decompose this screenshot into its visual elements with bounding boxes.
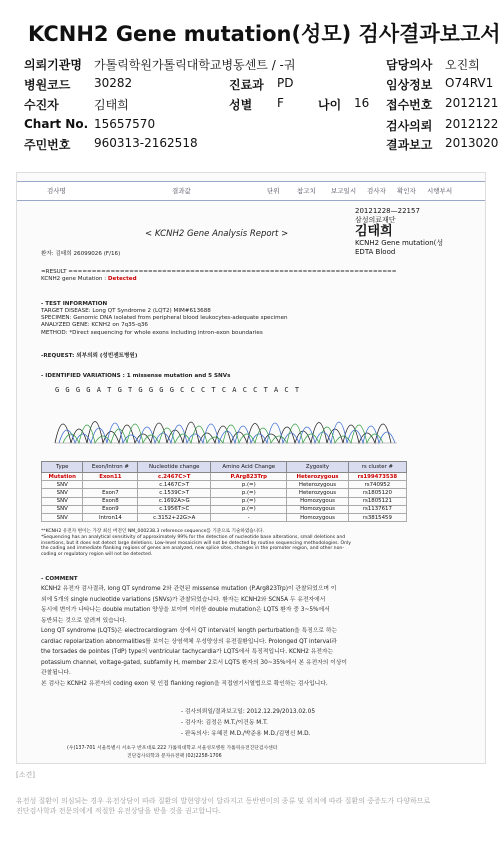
comment-line: KCNH2 유전자 검사결과, long QT syndrome 2와 관련된 missense mutation (P.Arg823Trp)이 관찰되었으며 이 <box>41 586 337 592</box>
footnote <box>0 770 484 816</box>
stamp-id: 20121228—22157 <box>355 207 420 215</box>
table-row <box>42 513 407 521</box>
cell: rs1137617 <box>348 505 406 513</box>
value-institution: 가톨릭학원가톨릭대학교병동센트 / -궈 <box>94 58 296 72</box>
chromatogram <box>55 395 397 445</box>
specimen-stamp <box>355 207 443 256</box>
th-nucleotide: Nucleotide change <box>138 462 211 473</box>
table-row <box>42 489 407 497</box>
stamp-name: 김태희 <box>355 224 393 239</box>
cell: rs199473538 <box>348 473 406 481</box>
col-reference: 참고치 <box>297 187 316 195</box>
label-department: 진료과 <box>229 78 264 92</box>
report-patient: 환자: 김태희 26099026 (F/16) <box>41 251 121 257</box>
value-sex: F <box>277 96 284 110</box>
cell: p.(=) <box>211 489 287 497</box>
cell: Homozygous <box>287 497 348 505</box>
table-row <box>42 473 407 481</box>
result-divider: =RESULT ====================================================================== <box>41 269 397 275</box>
cell: Intron14 <box>83 513 138 521</box>
cell: Heterozygous <box>287 473 348 481</box>
comment-line: 외에 5개의 single nucleotide variations (SNVs)가 관찰되었습니다. 환자는 KCNH2와 SCN5A 두 유전자에서 <box>41 596 326 603</box>
table-row <box>42 497 407 505</box>
test-info <box>41 308 288 337</box>
comment-line: the torsades de pointes (TdP) type의 ventricular tachycardia가 LQTS에서 특징적입니다. KCNH2 유전자는 <box>41 649 334 655</box>
label-report: 결과보고 <box>386 138 433 152</box>
label-receipt-no: 접수번호 <box>386 98 433 112</box>
label-doctor: 담당의사 <box>386 58 433 72</box>
test-info-title: - TEST INFORMATION <box>41 301 108 307</box>
cell: - <box>211 513 287 521</box>
test-info-line: ANALYZED GENE: KCNH2 on 7q35-q36 <box>41 322 148 329</box>
label-sex: 성별 <box>229 98 253 112</box>
cell: c.1467C>T <box>138 481 211 489</box>
value-resident-no: 960313-2162518 <box>94 136 198 150</box>
cell: rs740952 <box>348 481 406 489</box>
label-age: 나이 <box>318 98 342 112</box>
label-patient: 수진자 <box>24 98 59 112</box>
th-type: Type <box>42 462 83 473</box>
comment-line: Long QT syndrome (LQTS)은 electrocardiogram 상에서 QT interval의 length perturbation을 특징으로 하는 <box>41 628 338 634</box>
label-hospital-code: 병원코드 <box>24 78 71 92</box>
col-unit: 단위 <box>267 187 280 195</box>
table-row <box>42 481 407 489</box>
cell: SNV <box>42 481 83 489</box>
stamp-specimen: EDTA Blood <box>355 247 396 256</box>
th-amino-acid: Amino Acid Change <box>211 462 287 473</box>
label-institution: 의뢰기관명 <box>24 58 82 72</box>
cell: SNV <box>42 489 83 497</box>
cell: Exon11 <box>83 473 138 481</box>
comment-line: 동반되는 것으로 알려져 있습니다. <box>41 617 127 624</box>
signoff <box>181 707 315 740</box>
value-department: PD <box>277 76 294 90</box>
report-title: KCNH2 Gene mutation(성모) 검사결과보고서 <box>28 22 501 46</box>
signoff-line: - 검사자: 김정은 M.T./이건동 M.T. <box>181 720 268 726</box>
comment-title: - COMMENT <box>41 576 78 582</box>
cell: c.1956T>C <box>138 505 211 513</box>
cell: Exon7 <box>83 489 138 497</box>
variations-table <box>41 461 407 522</box>
comment-line: 관찰됩니다. <box>41 670 71 676</box>
cell: Mutation <box>42 473 83 481</box>
col-report-date: 보고일시 <box>331 187 357 195</box>
cell: P.Arg823Trp <box>211 473 287 481</box>
cell: p.(=) <box>211 505 287 513</box>
table-note: the coding and immediate flanking regions of genes are analyzed, new splice sites, changes in the promoter region, and other non- <box>41 546 344 552</box>
value-report: 2013020 <box>445 136 499 150</box>
comment-body <box>41 584 415 689</box>
test-info-line: METHOD: *Direct sequencing for whole exons including intron-exon boundaries <box>41 329 263 336</box>
label-resident-no: 주민번호 <box>24 138 71 152</box>
cell: Heterozygous <box>287 481 348 489</box>
cell: c.1539C>T <box>138 489 211 497</box>
test-info-line: SPECIMEN: Genomic DNA isolated from peripheral blood leukocytes-adequate specimen <box>41 315 288 322</box>
th-rs-cluster: rs cluster # <box>348 462 406 473</box>
value-request: 2012122 <box>445 117 499 131</box>
col-test-name: 검사명 <box>47 187 66 195</box>
table-row <box>42 505 407 513</box>
footnote-body <box>0 796 466 816</box>
value-receipt-no: 2012121 <box>445 96 499 110</box>
value-doctor: 오진희 <box>445 58 480 72</box>
cell: Homozygous <box>287 513 348 521</box>
stamp-test: KCNH2 Gene mutation(성 <box>355 239 444 247</box>
col-department: 시행부서 <box>427 187 453 195</box>
report-heading: < KCNH2 Gene Analysis Report > <box>145 229 289 239</box>
value-patient: 김태희 <box>94 98 129 112</box>
th-zygosity: Zygosity <box>287 462 348 473</box>
result-toolbar <box>17 181 485 201</box>
cell: rs1805120 <box>348 489 406 497</box>
cell: SNV <box>42 513 83 521</box>
result-line <box>41 276 137 283</box>
cell: rs3815459 <box>348 513 406 521</box>
cell: c.2467C>T <box>138 473 211 481</box>
variations-title: - IDENTIFIED VARIATIONS : 1 missense mutation and 5 SNVs <box>41 373 231 379</box>
label-request: 검사의뢰 <box>386 119 433 133</box>
signoff-line: - 판독의사: 유혜진 M.D./박준용 M.D./김명신 M.D. <box>181 731 311 737</box>
cell: c.3152+22G>A <box>138 513 211 521</box>
cell: SNV <box>42 505 83 513</box>
stamp-org: 삼성의료재단 <box>355 215 396 224</box>
lab-contact: 진단검사의학과 분자유전팩 (02)2258-1706 <box>127 754 222 759</box>
test-info-line: TARGET DISEASE: Long QT Syndrome 2 (LQT2) MIM#613688 <box>41 308 211 314</box>
sequence-bases: G G G G A T G T G G G G C C C T C A C C T A C T <box>55 386 301 394</box>
footnote-title: [소견] <box>16 771 35 779</box>
table-note: coding or regulatory region will not be detected. <box>41 552 153 558</box>
table-header-row <box>42 462 407 473</box>
comment-line: 동시에 변이가 나타나는 double mutation 양상을 보이며 이러한 double mutation은 LQTS 환자 중 3~5%에서 <box>41 607 330 613</box>
footnote-line: 진단검사학과 전문의에게 적절한 유전상담을 받을 것을 권고합니다. <box>16 807 221 815</box>
scanned-report <box>16 172 486 764</box>
cell: p.(=) <box>211 481 287 489</box>
cell: c.1692A>G <box>138 497 211 505</box>
col-confirmer: 확인자 <box>397 187 416 195</box>
comment-line: 본 검사는 KCNH2 유전자의 coding exon 및 인접 flanking region을 직접염기서열법으로 확인하는 검사입니다. <box>41 680 328 687</box>
th-exon: Exon/Intron # <box>83 462 138 473</box>
cell: Exon9 <box>83 505 138 513</box>
col-tester: 검사자 <box>367 187 386 195</box>
value-clinical-info: O74RV1 <box>445 76 494 90</box>
cell: rs1805121 <box>348 497 406 505</box>
cell: SNV <box>42 497 83 505</box>
table-note: *Sequencing has an analytical sensitivity of approximately 99% for the detection of nucleotide base alterations, small deletions and <box>41 534 346 540</box>
value-age: 16 <box>354 96 370 110</box>
value-hospital-code: 30282 <box>94 76 133 90</box>
result-value: Detected <box>107 276 137 282</box>
value-chart-no: 15657570 <box>94 117 156 131</box>
label-chart-no: Chart No. <box>24 117 89 131</box>
cell: Exon8 <box>83 497 138 505</box>
table-notes <box>41 529 409 558</box>
footnote-line: 유전성 질환이 의심되는 경우 유전상담이 따라 질환의 발현양상이 달라지고 동반변이의 종류 및 위치에 따라 질환의 중증도가 다양하므로 <box>16 797 431 805</box>
cell: Homozygous <box>287 505 348 513</box>
lab-address: (우)137-701 서울특별시 서초구 반포대로 222 가톨릭대학교 서울성모병원 가톨릭유전진단검사센터 <box>67 746 278 751</box>
table-note: insertions, but it does not detect large deletions. Low-level mosaicism will not be detected by routine sequencing methodologies. Only <box>41 540 352 546</box>
cell: Heterozygous <box>287 489 348 497</box>
cell <box>83 481 138 489</box>
result-label: KCNH2 gene Mutation : <box>41 276 108 282</box>
request-line: -REQUEST: 외부의뢰 (성빈센트병원) <box>41 353 138 359</box>
cell: p.(=) <box>211 497 287 505</box>
signoff-line: - 검사의뢰일/결과보고일: 2012.12.29/2013.02.05 <box>181 709 316 715</box>
comment-line: cardiac repolarization abnormalities를 보이는 상염색체 우성양상의 유전질환입니다. Prolonged QT interval과 <box>41 638 337 645</box>
col-result: 결과값 <box>172 187 191 195</box>
label-clinical-info: 임상정보 <box>386 78 433 92</box>
table-note: **KCNH2 유전자 변이는 가장 최신 버전인 NM_000238.3 reference sequence를 기준으로 기술하였습니다. <box>41 529 265 534</box>
comment-line: potassium channel, voltage-gated, subfamily H, member 2로서 LQTS 환자의 30~35%에서 본 유전자의 이상이 <box>41 659 348 666</box>
